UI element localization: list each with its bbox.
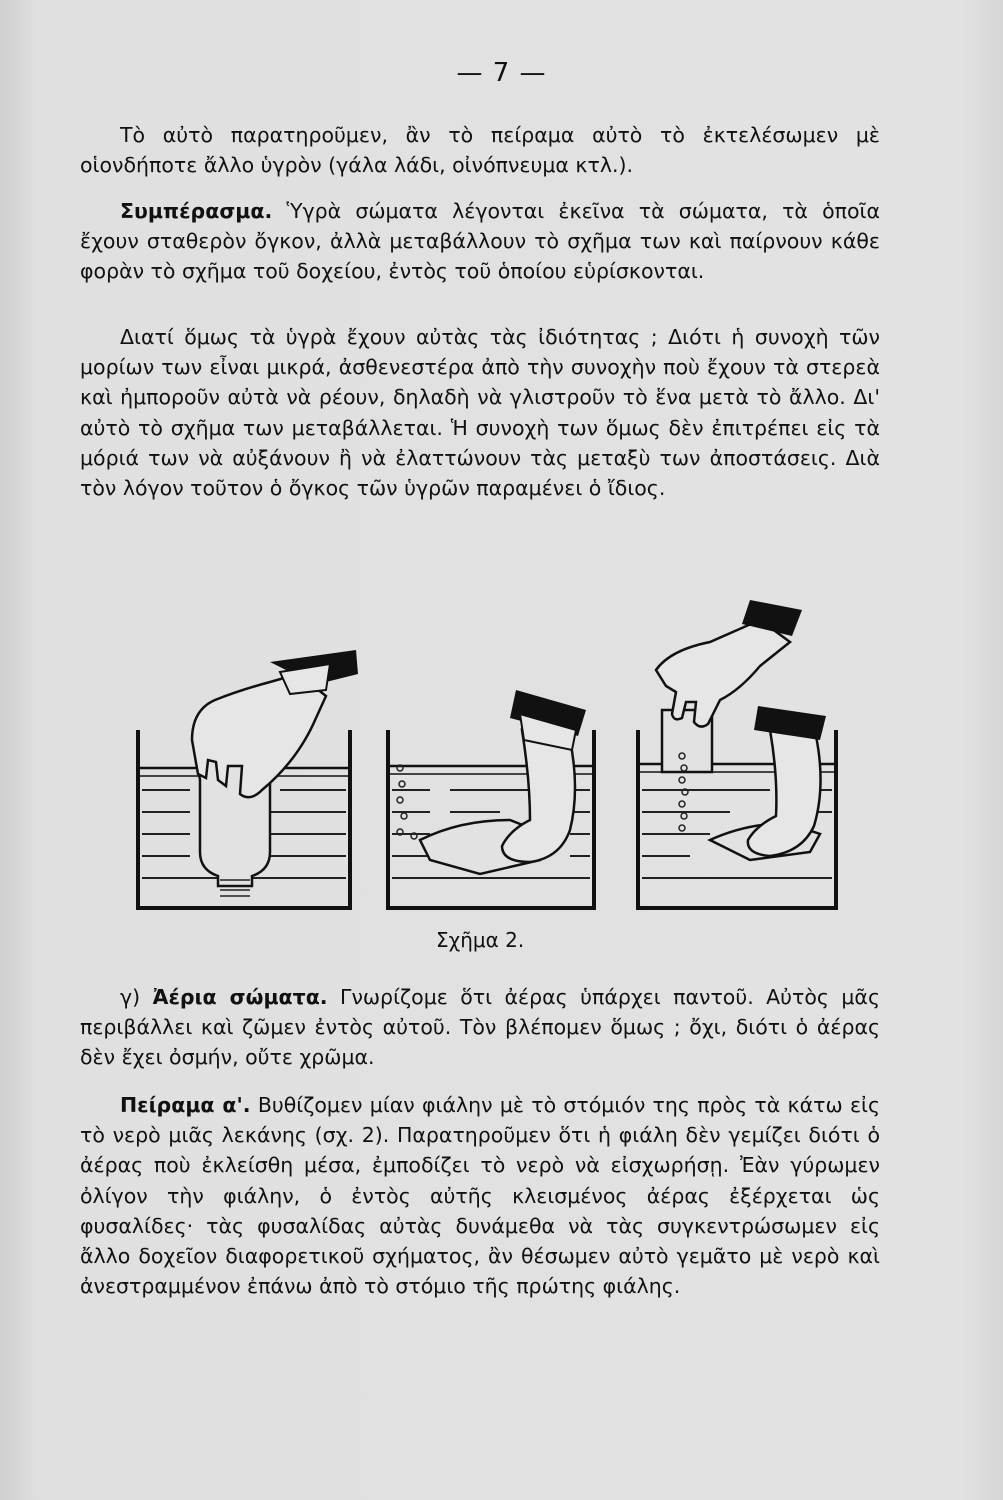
paragraph-gases (80, 982, 880, 1073)
page-number: — 7 — (456, 58, 547, 88)
basin-2 (388, 690, 594, 908)
figure-caption: Σχῆμα 2. (436, 928, 525, 952)
paragraph-experiment (80, 1090, 880, 1301)
basin-3 (638, 600, 836, 908)
paragraph-3 (80, 322, 880, 503)
conclusion-text: Ὑγρὰ σώματα λέγονται ἐκεῖνα τὰ σώματα, τὰ ὁποῖα ἔχουν σταθερὸν ὄγκον, ἀλλὰ μεταβάλλουν τὸ σχῆμα των καὶ παίρνουν κάθε φορὰν τὸ σχῆμα τοῦ δοχείου, ἐντὸς τοῦ ὁποίου εὑρίσκονται. (80, 199, 880, 284)
hand-shape (502, 730, 575, 862)
gases-text: Γνωρίζομε ὅτι ἀέρας ὑπάρχει παντοῦ. Αὐτὸς μᾶς περιβάλλει καὶ ζῶμεν ἐντὸς αὐτοῦ. Τὸν βλέπομεν ὅμως ; ὄχι, διότι ὁ ἀέρας δὲν ἔχει ὀσμήν, οὔτε χρῶμα. (80, 985, 880, 1070)
paragraph-3-text: Διατί ὅμως τὰ ὑγρὰ ἔχουν αὐτὰς τὰς ἰδιότητας ; Διότι ἡ συνοχὴ τῶν μορίων των εἶναι μικρά, ἀσθενεστέρα ἀπὸ τὴν συνοχὴν ποὺ ἔχουν τὰ στερεὰ καὶ ἠμποροῦν αὐτὰ νὰ ρέουν, δηλαδὴ νὰ γλιστροῦν τὸ ἕνα μετὰ τὸ ἄλλο. Δι' αὐτὸ τὸ σχῆμα των μεταβάλλεται. Ἡ συνοχὴ των ὅμως δὲν ἐπιτρέπει εἰς τὰ μόριά των νὰ αὐξάνουν ἢ νὰ ἐλαττώνουν τὰς μεταξὺ των ἀποστάσεις. Διὰ τὸν λόγον τοῦτον ὁ ὄγκος τῶν ὑγρῶν παραμένει ὁ ἴδιος. (80, 325, 880, 501)
section-prefix: γ) (120, 985, 153, 1009)
paragraph-1-text: Τὸ αὐτὸ παρατηροῦμεν, ἂν τὸ πείραμα αὐτὸ τὸ ἐκτελέσωμεν μὲ οἱονδήποτε ἄλλο ὑγρὸν (γάλα λάδι, οἰνόπνευμα κτλ.). (80, 123, 880, 178)
paragraph-1 (80, 120, 880, 180)
experiment-text: Βυθίζομεν μίαν φιάλην μὲ τὸ στόμιόν της πρὸς τὰ κάτω εἰς τὸ νερὸ μιᾶς λεκάνης (σχ. 2). Παρατηροῦμεν ὅτι ἡ φιάλη δὲν γεμίζει διότι ὁ ἀέρας ποὺ ἐκλείσθη μέσα, ἐμποδίζει τὸ νερὸ νὰ εἰσχωρήσῃ. Ἐὰν γύρωμεν ὀλίγον τὴν φιάλην, ὁ ἐντὸς αὐτῆς κλεισμένος ἀέρας ἐξέρχεται ὡς φυσαλίδες· τὰς φυσαλίδας αὐτὰς δυνάμεθα νὰ τὰς συγκεντρώσωμεν εἰς ἄλλο δοχεῖον διαφορετικοῦ σχήματος, ἂν θέσωμεν αὐτὸ γεμᾶτο μὲ νερὸ καὶ ἀνεστραμμένον ἐπάνω ἀπὸ τὸ στόμιο τῆς πρώτης φιάλης. (80, 1093, 880, 1299)
conclusion-label: Συμπέρασμα. (120, 199, 273, 223)
gases-label: Ἀέρια σώματα. (152, 985, 328, 1009)
figure-2-illustration (130, 590, 850, 920)
paragraph-conclusion (80, 196, 880, 287)
experiment-label: Πείραμα α'. (120, 1093, 251, 1117)
basin-1 (138, 650, 358, 908)
